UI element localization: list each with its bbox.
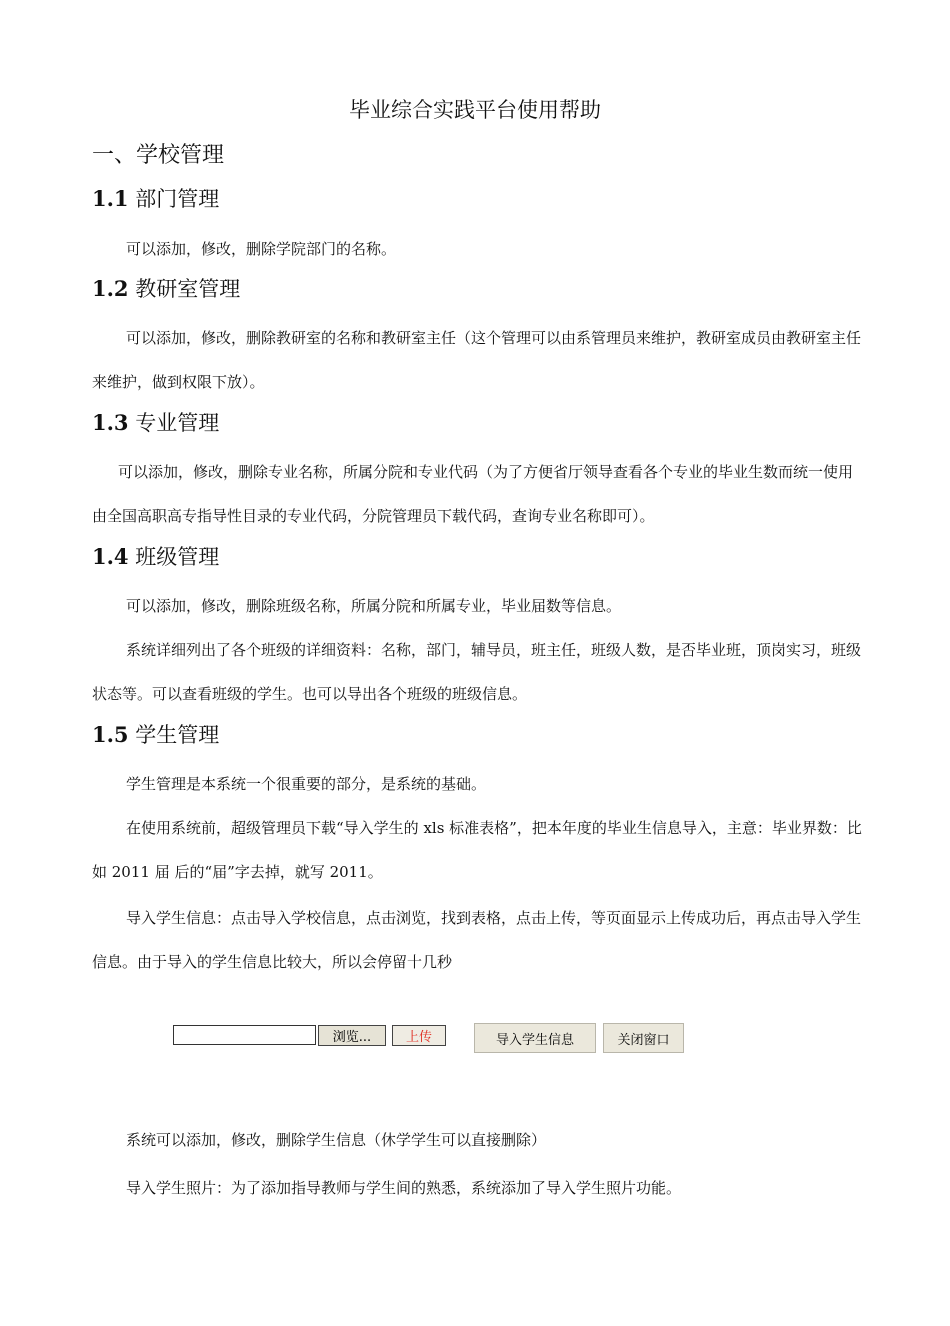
browse-button[interactable]: 浏览...	[318, 1025, 386, 1046]
file-path-input[interactable]	[173, 1025, 316, 1045]
section-name: 部门管理	[135, 187, 220, 211]
paragraph: 导入学生信息：点击导入学校信息，点击浏览，找到表格，点击上传，等页面显示上传成功后，再点击导入学生信息。由于导入的学生信息比较大，所以会停留十几秒	[92, 909, 862, 971]
paragraph: 在使用系统前，超级管理员下载“导入学生的 xls 标准表格”，把本年度的毕业生信息导入，主意：毕业界数：比如 2011 届 后的“届”字去掉，就写 2011。	[92, 819, 862, 881]
section-heading-1-1	[92, 183, 219, 213]
paragraph: 可以添加，修改，删除学院部门的名称。	[126, 240, 397, 258]
section-name: 教研室管理	[135, 277, 241, 301]
paragraph: 系统详细列出了各个班级的详细资料：名称，部门，辅导员，班主任，班级人数，是否毕业班，顶岗实习，班级状态等。可以查看班级的学生。也可以导出各个班级的班级信息。	[92, 641, 862, 703]
section-number: 1.5	[92, 722, 129, 747]
section-number: 1.4	[92, 544, 129, 569]
section-name: 专业管理	[135, 411, 220, 435]
section-number: 1.3	[92, 410, 129, 435]
section-heading-1-5	[92, 719, 219, 749]
section-name: 班级管理	[135, 545, 220, 569]
paragraph: 可以添加，修改，删除专业名称，所属分院和专业代码（为了方便省厅领导查看各个专业的毕业生数而统一使用由全国高职高专指导性目录的专业代码，分院管理员下载代码，查询专业名称即可）。	[92, 463, 854, 525]
paragraph: 可以添加，修改，删除教研室的名称和教研室主任（这个管理可以由系管理员来维护，教研室成员由教研室主任来维护，做到权限下放）。	[92, 329, 862, 391]
chapter-heading: 一、学校管理	[92, 143, 225, 168]
paragraph: 可以添加，修改，删除班级名称，所属分院和所属专业，毕业届数等信息。	[126, 597, 622, 615]
section-heading-1-2	[92, 273, 240, 303]
close-window-button[interactable]: 关闭窗口	[603, 1023, 684, 1053]
section-heading-1-3	[92, 407, 219, 437]
import-students-button[interactable]: 导入学生信息	[474, 1023, 596, 1053]
section-number: 1.2	[92, 276, 129, 301]
section-number: 1.1	[92, 186, 129, 211]
paragraph: 学生管理是本系统一个很重要的部分，是系统的基础。	[126, 775, 487, 793]
document-title: 毕业综合实践平台使用帮助	[349, 98, 601, 122]
section-heading-1-4	[92, 541, 219, 571]
upload-button[interactable]: 上传	[392, 1025, 446, 1046]
section-name: 学生管理	[135, 723, 220, 747]
paragraph: 导入学生照片：为了添加指导教师与学生间的熟悉，系统添加了导入学生照片功能。	[126, 1179, 682, 1197]
paragraph: 系统可以添加，修改，删除学生信息（休学学生可以直接删除）	[126, 1131, 547, 1149]
